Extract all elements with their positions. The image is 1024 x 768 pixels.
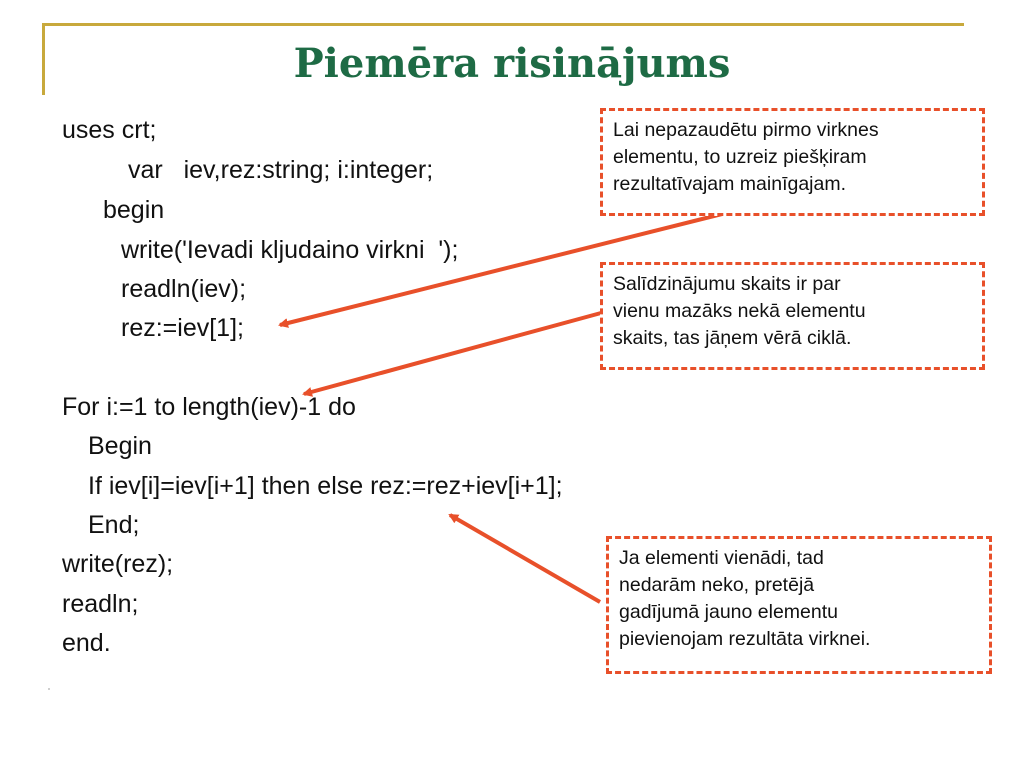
code-line: begin [103,196,165,224]
callout-line: vienu mazāks nekā elementu [613,300,866,322]
code-line: end. [62,629,111,657]
code-line: write(rez); [62,550,174,578]
code-line: rez:=iev[1]; [121,314,244,342]
callout-line: gadījumā jauno elementu [619,601,838,623]
code-line: For i:=1 to length(iev)-1 do [62,393,356,421]
slide-title: Piemēra risinājums [293,40,731,87]
callout-line: pievienojam rezultāta virknei. [619,628,871,650]
callout-line: rezultatīvajam mainīgajam. [613,173,847,195]
code-line: write('Ievadi kljudaino virkni '); [121,236,459,264]
callout-first-element [600,108,985,216]
callout-line: Ja elementi vienādi, tad [619,547,824,569]
code-line: If iev[i]=iev[i+1] then else rez:=rez+iev[i+1]; [88,472,563,500]
callout-line: Lai nepazaudētu pirmo virknes [613,119,879,141]
code-line: End; [88,511,140,539]
callout-line: Salīdzinājumu skaits ir par [613,273,841,295]
callout-comparison-count [600,262,985,370]
code-line: var iev,rez:string; i:integer; [128,156,434,184]
callout-equal-elements [606,536,992,674]
code-line: readln(iev); [121,275,247,303]
code-line: uses crt; [62,116,157,144]
arrow-to-if-line [450,515,600,602]
arrow-to-for-line [304,310,612,394]
decorative-dot [48,688,50,690]
callout-line: elementu, to uzreiz piešķiram [613,146,867,168]
callout-line: skaits, tas jāņem vērā ciklā. [613,327,852,349]
code-line: readln; [62,590,139,618]
code-line: Begin [88,432,152,460]
callout-line: nedarām neko, pretējā [619,574,815,596]
